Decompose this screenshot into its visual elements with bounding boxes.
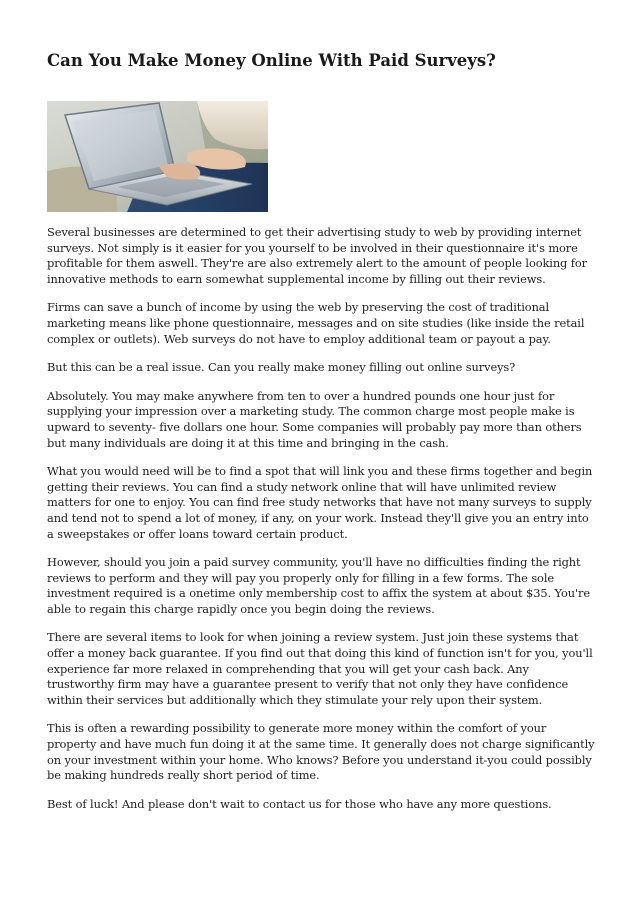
page-title: Can You Make Money Online With Paid Surveys? (47, 51, 496, 70)
paragraph: There are several items to look for when joining a review system. Just join these systems that offer a money back guarantee. If you find out that doing this kind of function isn't for you, you'll experience far more relaxed in comprehending that you will get your cash back. Any trustworthy firm may have a guarantee present to verify that not only they have confidence within their services but additionally which they stimulate your rely upon their system. (47, 630, 593, 707)
paragraph: This is often a rewarding possibility to generate more money within the comfort of your property and have much fun doing it at the same time. It generally does not charge significantly on your investment within your home. Who knows? Before you understand it-you could possibly be making hundreds really short period of time. (47, 721, 595, 783)
paragraph: Several businesses are determined to get their advertising study to web by providing internet surveys. Not simply is it easier for you yourself to be involved in their questionnaire it's more profitable for them aswell. They're are also extremely alert to the amount of people looking for innovative methods to earn somewhat supplemental income by filling out their reviews. (47, 225, 587, 286)
paragraph: However, should you join a paid survey community, you'll have no difficulties finding the right reviews to perform and they will pay you properly only for filling in a few forms. The sole investment required is a onetime only membership cost to affix the system at about $35. You're able to regain this charge rapidly once you begin doing the reviews. (47, 555, 590, 616)
paragraph: Firms can save a bunch of income by using the web by preserving the cost of traditional marketing means like phone questionnaire, messages and on site studies (like inside the retail complex or outlets). Web surveys do not have to employ additional team or payout a pay. (47, 300, 585, 346)
laptop-photo (47, 101, 268, 212)
article-body (47, 225, 595, 825)
paragraph: What you would need will be to find a spot that will link you and these firms together and begin getting their reviews. You can find a study network online that will have unlimited review matters for one to enjoy. You can find free study networks that have not many surveys to supply and tend not to spend a lot of money, if any, on your work. Instead they'll give you an entry into a sweepstakes or offer loans toward certain product. (47, 464, 593, 541)
paragraph: But this can be a real issue. Can you really make money filling out online surveys? (47, 360, 516, 375)
paragraph: Best of luck! And please don't wait to contact us for those who have any more questions. (47, 796, 552, 811)
paragraph: Absolutely. You may make anywhere from ten to over a hundred pounds one hour just for supplying your impression over a marketing study. The common charge most people make is upward to seventy- five dollars one hour. Some companies will probably pay more than others but many individuals are doing it at this time and bringing in the cash. (47, 388, 582, 450)
